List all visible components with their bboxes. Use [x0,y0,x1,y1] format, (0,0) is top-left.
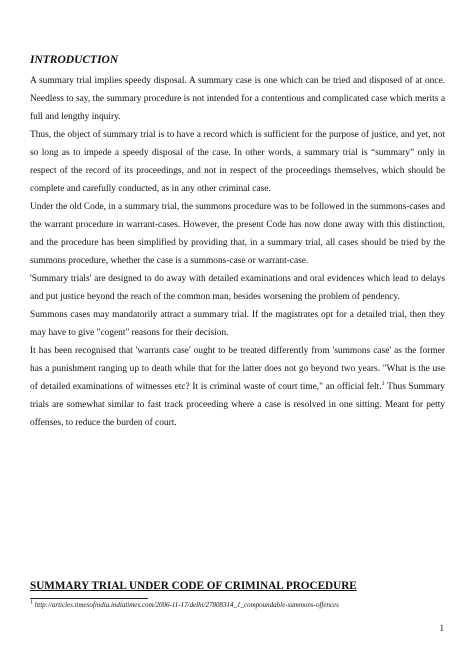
page-number: 1 [439,623,444,633]
intro-body [30,72,445,432]
footnote [30,601,339,609]
section-heading: SUMMARY TRIAL UNDER CODE OF CRIMINAL PROCEDURE [30,580,357,592]
paragraph: Thus, the object of summary trial is to have a record which is sufficient for the purpose of justice, and yet, not so long as to impede a speedy disposal of the case. In other words, a summary trial is “summary” only in respect of the record of its proceedings, and not in respect of the proceedings themselves, which should be complete and carefully conducted, as in any other criminal case. [30,130,445,194]
paragraph: Under the old Code, in a summary trial, the summons procedure was to be followed in the summons-cases and the warrant procedure in warrant-cases. However, the present Code has now done away with this distinction, and the procedure has been simplified by providing that, in a summary trial, all cases should be tried by the summons procedure, whether the case is a summons-case or warrant-case. [30,202,446,266]
paragraph-with-footnote [30,342,445,432]
intro-heading: INTRODUCTION [30,54,119,66]
footnote-reference[interactable]: 1 [381,380,385,387]
paragraph: 'Summary trials' are designed to do away with detailed examinations and oral evidences which lead to delays and put justice beyond the reach of the common man, besides worsening the problem of pendency. [30,274,445,302]
paragraph-text: Thus Summary trials are somewhat similar to fast track proceeding where a case is resolved in one sitting. Meant for petty offenses, to reduce the burden of court. [30,382,445,428]
footnote-mark: 1 [30,599,33,606]
footnote-link[interactable]: http://articles.timesofindia.indiatimes.com/2006-11-17/delhi/27808314_1_compoundable-summons-offences [33,601,339,609]
paragraph: Summons cases may mandatorily attract a summary trial. If the magistrates opt for a detailed trial, then they may have to give "cogent" reasons for their decision. [30,310,445,338]
paragraph: A summary trial implies speedy disposal. A summary case is one which can be tried and disposed of at once. Needless to say, the summary procedure is not intended for a contentious and complicated case which merits a full and lengthy inquiry. [30,76,445,122]
footnote-separator [30,598,148,599]
paragraph-text: It has been recognised that 'warrants case' ought to be treated differently from 'summons case' as the former has a punishment ranging up to death while that for the latter does not go beyond two years. "What is the use of detailed examinations of witnesses etc? It is criminal waste of court time," an official felt. [30,346,445,392]
